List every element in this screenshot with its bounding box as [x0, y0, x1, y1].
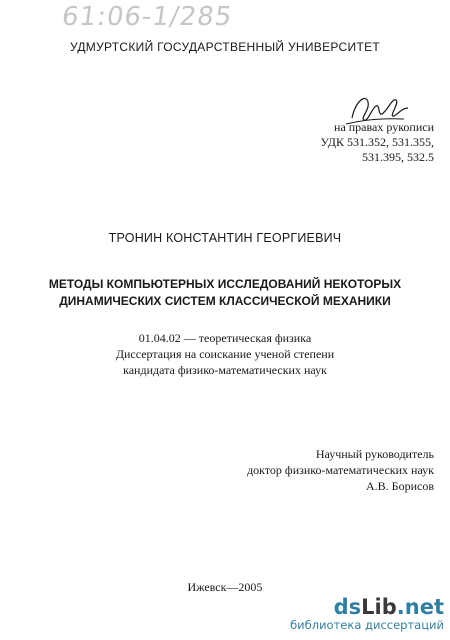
- logo-mid: Lib: [361, 595, 397, 619]
- logo-suffix: .net: [396, 595, 444, 619]
- title-line-1: МЕТОДЫ КОМПЬЮТЕРНЫХ ИССЛЕДОВАНИЙ НЕКОТОРЫХ: [48, 277, 402, 291]
- rights-block: [321, 120, 434, 165]
- advisor-name: А.В. Борисов: [366, 479, 434, 493]
- title-line-2: ДИНАМИЧЕСКИХ СИСТЕМ КЛАССИЧЕСКОЙ МЕХАНИКИ: [59, 294, 391, 308]
- logo-prefix: ds: [333, 595, 362, 619]
- watermark-subtitle: библиотека диссертаций: [290, 618, 444, 632]
- degree-purpose: Диссертация на соискание ученой степени: [115, 347, 335, 361]
- specialty-block: [0, 330, 450, 378]
- advisor-label: Научный руководитель: [315, 447, 434, 461]
- city-year: Ижевск—2005: [187, 580, 263, 594]
- specialty-code: 01.04.02 — теоретическая физика: [138, 331, 312, 345]
- udk-line-2: 531.395, 532.5: [362, 150, 434, 164]
- archive-stamp: 61:06-1/285: [59, 2, 235, 32]
- rights-label: на правах рукописи: [334, 120, 434, 134]
- advisor-block: [247, 446, 434, 494]
- author-name: ТРОНИН КОНСТАНТИН ГЕОРГИЕВИЧ: [108, 231, 342, 245]
- university-name: УДМУРТСКИЙ ГОСУДАРСТВЕННЫЙ УНИВЕРСИТЕТ: [69, 40, 381, 54]
- dslib-logo: [290, 596, 444, 618]
- advisor-degree: доктор физико-математических наук: [247, 463, 434, 477]
- udk-line-1: УДК 531.352, 531.355,: [320, 135, 434, 149]
- degree-name: кандидата физико-математических наук: [123, 363, 327, 377]
- dslib-watermark[interactable]: [290, 596, 444, 632]
- dissertation-title: [0, 276, 450, 310]
